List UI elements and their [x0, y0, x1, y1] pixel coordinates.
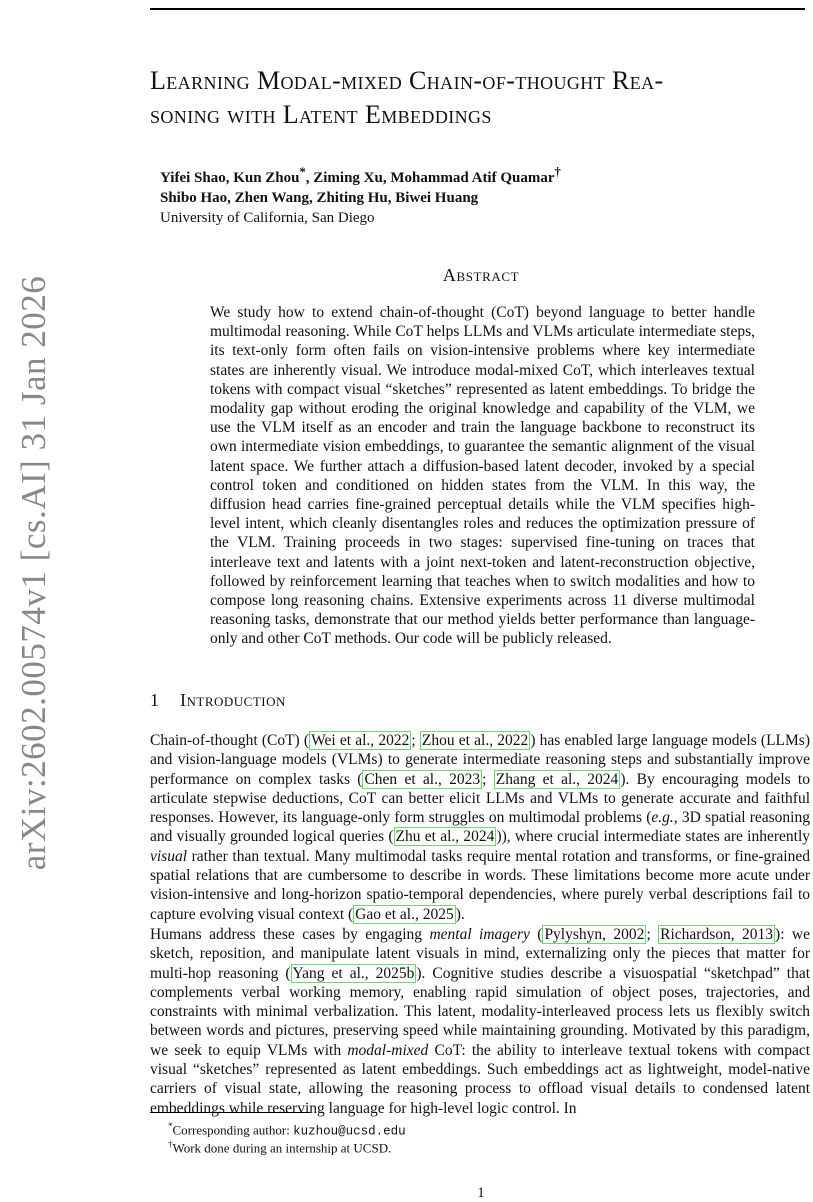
- citation-link[interactable]: Chen et al., 2023: [364, 770, 481, 788]
- citation-link[interactable]: Pylyshyn, 2002: [544, 926, 645, 943]
- author-block: [160, 162, 561, 228]
- page-number: 1: [477, 1185, 485, 1201]
- citation-link[interactable]: Zhu et al., 2024: [395, 828, 495, 846]
- arxiv-identifier: arXiv:2602.00574v1 [cs.AI] 31 Jan 2026: [14, 275, 53, 871]
- author-line-2: Shibo Hao, Zhen Wang, Zhiting Hu, Biwei Huang: [160, 190, 479, 206]
- title-line-2: soning with Latent Embeddings: [150, 100, 492, 129]
- section-heading: [150, 690, 286, 711]
- citation-link[interactable]: Wei et al., 2022: [311, 732, 410, 749]
- intro-paragraph-1: Chain-of-thought (CoT) ( Wei et al., 2022 ; Zhou et al., 2022 ) has enabled large language models (LLMs) and vision-language models (VLMs) to generate intermediate reasoning steps and substantially improve performance on complex tasks ( Chen et al., 2023 ; Zhang et al., 2024 ). By encouraging models to articulate stepwise deductions, CoT can better elicit LLMs and VLMs to generate accurate and faithful responses. However, its language-only form struggles on multimodal problems (e.g., 3D spatial reasoning and visually grounded logical queries ( Zhu et al., 2024 )), where crucial intermediate states are inherently visual rather than textual. Many multimodal tasks require mental rotation and transforms, or fine-grained spatial relations that are cumbersome to describe in words. These limitations become more acute under vision-intensive and long-horizon spatio-temporal dependencies, where purely verbal descriptions fail to capture evolving visual context ( Gao et al., 2025 ).: [150, 732, 811, 923]
- intro-paragraph-2: Humans address these cases by engaging mental imagery ( Pylyshyn, 2002 ; Richardson, 2013 ): we sketch, reposition, and manipulate latent visuals in mind, externalizing only the pieces that matter for multi-hop reasoning ( Yang et al., 2025b ). Cognitive studies describe a visuospatial “sketchpad” that complements verbal working memory, enabling rapid simulation of object poses, trajectories, and constraints with minimal verbalization. This latent, modality-interleaved process lets us flexibly switch between words and pictures, preserving speed while maintaining grounding. Motivated by this paradigm, we seek to equip VLMs with modal-mixed CoT: the ability to interleave textual tokens with compact visual “sketches” represented as latent embeddings. Such embeddings act as lightweight, model-native carriers of visual state, allowing the reasoning process to offload visual details to condensed latent embeddings while reserving language for high-level logic control. In: [150, 926, 811, 1117]
- abstract-heading: Abstract: [442, 265, 520, 285]
- footnote-corresponding-author: *Corresponding author: kuzhou@ucsd.edu: [168, 1121, 406, 1139]
- citation-link[interactable]: Richardson, 2013: [660, 926, 774, 943]
- section-title: Introduction: [180, 690, 286, 710]
- footnote-rule: [150, 1112, 310, 1113]
- footnote-internship: †Work done during an internship at UCSD.: [168, 1139, 392, 1156]
- citation-link[interactable]: Gao et al., 2025: [355, 905, 454, 923]
- author-line-1: Yifei Shao, Kun Zhou*, Ziming Xu, Mohammad Atif Quamar†: [160, 165, 561, 186]
- abstract-text: We study how to extend chain-of-thought (CoT) beyond language to better handle multimodal reasoning. While CoT helps LLMs and VLMs articulate intermediate steps, its text-only form often fails on vision-intensive problems where key intermediate states are inherently visual. We introduce modal-mixed CoT, which interleaves textual tokens with compact visual “sketches” represented as latent embeddings. To bridge the modality gap without eroding the original knowledge and capability of the VLM, we use the VLM itself as an encoder and train the language backbone to reconstruct its own intermediate vision embeddings, to guarantee the semantic alignment of the visual latent space. We further attach a diffusion-based latent decoder, invoked by a special control token and conditioned on hidden states from the VLM. In this way, the diffusion head carries fine-grained perceptual details while the VLM specifies high-level intent, which cleanly disentangles roles and reduces the optimization pressure of the VLM. Training proceeds in two stages: supervised fine-tuning on traces that interleave text and latents with a joint next-token and latent-reconstruction objective, followed by reinforcement learning that teaches when to switch modalities and how to compose long reasoning chains. Extensive experiments across 11 diverse multimodal reasoning tasks, demonstrate that our method yields better performance than language-only and other CoT methods. Our code will be publicly released.: [210, 304, 755, 648]
- citation-link[interactable]: Zhou et al., 2022: [421, 732, 529, 749]
- title-line-1: Learning Modal-mixed Chain-of-thought Rea-: [150, 66, 664, 95]
- section-number: 1: [150, 690, 160, 710]
- email-link[interactable]: kuzhou@ucsd.edu: [293, 1124, 406, 1139]
- paper-title: [150, 64, 813, 132]
- affiliation: University of California, San Diego: [160, 210, 375, 226]
- citation-link[interactable]: Zhang et al., 2024: [495, 770, 619, 788]
- top-rule: [150, 8, 805, 10]
- citation-link[interactable]: Yang et al., 2025b: [292, 964, 415, 982]
